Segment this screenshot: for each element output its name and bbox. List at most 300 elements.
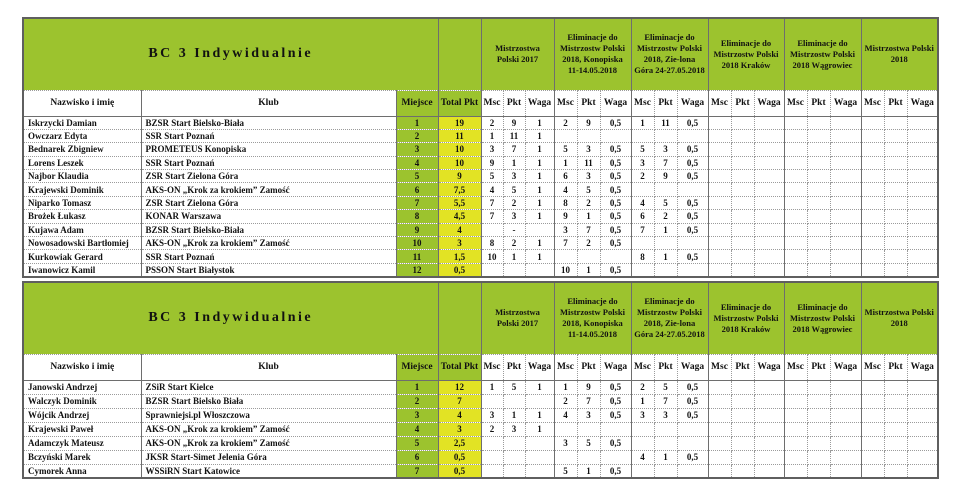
result-waga [907,237,938,250]
result-waga [754,263,784,276]
result-waga [754,183,784,196]
result-pkt [884,436,907,450]
result-waga [830,394,861,408]
result-waga [830,464,861,478]
result-waga [907,183,938,196]
result-waga [677,436,708,450]
place-value: 5 [396,436,438,450]
column-header-waga: Waga [907,354,938,380]
competition-header: Eliminacje do Mistrzostw Polski 2018 Wągrowiec [784,18,861,90]
table-row [23,436,938,450]
total-points-value: 4 [438,223,481,236]
table-row [23,237,938,250]
table-row [23,450,938,464]
result-msc [631,183,654,196]
column-header-waga: Waga [754,90,784,116]
result-pkt: 7 [577,223,600,236]
place-value: 1 [396,116,438,129]
result-msc: 3 [631,156,654,169]
result-msc: 6 [554,170,577,183]
result-pkt: 1 [503,156,525,169]
result-waga [907,422,938,436]
result-waga [525,450,554,464]
player-name: Janowski Andrzej [23,380,141,394]
result-pkt [731,380,754,394]
player-name: Lorens Leszek [23,156,141,169]
result-pkt [731,250,754,263]
result-msc: 3 [481,143,503,156]
result-pkt [577,250,600,263]
result-pkt: 1 [654,250,677,263]
result-msc: 10 [481,250,503,263]
result-waga [754,250,784,263]
result-waga [907,250,938,263]
result-waga [600,450,631,464]
result-pkt [577,450,600,464]
result-msc [708,380,731,394]
result-waga: 0,5 [600,237,631,250]
result-pkt: 5 [503,380,525,394]
result-pkt [654,436,677,450]
result-msc [784,156,807,169]
result-msc [784,210,807,223]
result-waga: 1 [525,210,554,223]
player-name: Najbor Klaudia [23,170,141,183]
column-header-msc: Msc [631,90,654,116]
result-msc [861,250,884,263]
place-value: 6 [396,183,438,196]
club-name: SSR Start Poznań [141,129,396,142]
total-points-value: 9 [438,170,481,183]
place-value: 5 [396,170,438,183]
result-msc [861,183,884,196]
place-value: 7 [396,464,438,478]
result-msc [861,129,884,142]
result-pkt: 2 [503,237,525,250]
result-msc [631,263,654,276]
table-row [23,408,938,422]
result-pkt [884,263,907,276]
result-pkt [884,450,907,464]
place-value: 8 [396,210,438,223]
result-msc [861,422,884,436]
column-header-msc: Msc [784,354,807,380]
total-points-value: 5,5 [438,196,481,209]
result-waga: 0,5 [600,394,631,408]
column-header-club: Klub [141,90,396,116]
table-row [23,210,938,223]
result-msc: 2 [554,116,577,129]
result-msc: 10 [554,263,577,276]
result-waga: 0,5 [600,170,631,183]
result-pkt: 2 [654,210,677,223]
header-row-columns [23,354,938,380]
result-msc: 4 [481,183,503,196]
result-msc: 5 [554,464,577,478]
result-pkt: 5 [577,436,600,450]
result-msc [708,237,731,250]
result-msc [554,129,577,142]
result-msc [784,263,807,276]
total-points-value: 7,5 [438,183,481,196]
result-msc: 5 [481,170,503,183]
result-msc [861,450,884,464]
result-pkt: 7 [654,394,677,408]
place-value: 10 [396,237,438,250]
result-waga: 0,5 [600,436,631,450]
result-msc: 8 [481,237,503,250]
result-msc [631,422,654,436]
result-pkt: 3 [577,143,600,156]
result-waga: 0,5 [677,116,708,129]
result-pkt [731,263,754,276]
column-header-pkt: Pkt [503,90,525,116]
result-pkt [884,394,907,408]
result-pkt [654,263,677,276]
result-waga [830,422,861,436]
result-waga [600,422,631,436]
result-msc: 1 [631,394,654,408]
total-points-value: 0,5 [438,263,481,276]
player-name: Krajewski Paweł [23,422,141,436]
result-pkt [731,394,754,408]
player-name: Wójcik Andrzej [23,408,141,422]
result-pkt: 3 [503,210,525,223]
result-waga: 0,5 [600,464,631,478]
club-name: WSSiRN Start Katowice [141,464,396,478]
result-waga [907,223,938,236]
column-header-waga: Waga [525,90,554,116]
result-msc [784,450,807,464]
club-name: ZSiR Start Kielce [141,380,396,394]
result-pkt [503,263,525,276]
table-row [23,129,938,142]
competition-header: Mistrzostwa Polski 2018 [861,282,938,354]
result-msc: 1 [481,380,503,394]
result-waga: 0,5 [677,156,708,169]
result-msc [708,156,731,169]
result-waga: 1 [525,116,554,129]
result-pkt [807,116,830,129]
result-waga [754,450,784,464]
header-row-columns [23,90,938,116]
result-msc [708,170,731,183]
column-header-waga: Waga [600,90,631,116]
result-pkt [731,237,754,250]
result-pkt [884,156,907,169]
result-pkt [731,170,754,183]
place-value: 6 [396,450,438,464]
result-msc [708,196,731,209]
result-waga [754,210,784,223]
result-pkt [884,170,907,183]
result-msc [708,116,731,129]
club-name: ZSR Start Zielona Góra [141,196,396,209]
column-header-pkt: Pkt [731,90,754,116]
result-pkt: 11 [577,156,600,169]
result-waga: 1 [525,183,554,196]
header-row-titles [23,18,938,90]
result-msc [481,450,503,464]
result-pkt [807,263,830,276]
column-header-msc: Msc [708,354,731,380]
result-msc [861,143,884,156]
result-msc [784,223,807,236]
place-value: 7 [396,196,438,209]
result-pkt: 3 [503,422,525,436]
total-header-spacer [438,18,481,90]
result-msc: 7 [631,223,654,236]
result-pkt: 11 [654,116,677,129]
result-waga [754,380,784,394]
competition-header: Mistrzostwa Polski 2017 [481,282,554,354]
result-msc [708,143,731,156]
result-pkt [884,183,907,196]
total-points-value: 3 [438,422,481,436]
result-waga [907,380,938,394]
column-header-waga: Waga [600,354,631,380]
result-waga [907,394,938,408]
result-msc [784,422,807,436]
competition-header: Mistrzostwa Polski 2018 [861,18,938,90]
result-waga [754,143,784,156]
result-pkt: 1 [654,223,677,236]
result-pkt: 9 [503,116,525,129]
result-msc [554,450,577,464]
total-points-value: 10 [438,156,481,169]
result-msc [784,408,807,422]
result-pkt [884,116,907,129]
club-name: BZSR Start Bielsko Biała [141,394,396,408]
result-msc [861,237,884,250]
result-waga [754,116,784,129]
result-waga [830,263,861,276]
player-name: Cymorek Anna [23,464,141,478]
result-waga: 1 [525,156,554,169]
table-row [23,223,938,236]
result-msc [708,210,731,223]
result-pkt [884,250,907,263]
result-msc: 2 [631,170,654,183]
result-msc [708,450,731,464]
column-header-msc: Msc [784,90,807,116]
club-name: Sprawniejsi.pl Włoszczowa [141,408,396,422]
club-name: AKS-ON „Krok za krokiem” Zamość [141,237,396,250]
result-msc: 2 [481,422,503,436]
result-pkt [884,408,907,422]
result-waga [907,263,938,276]
result-pkt: 3 [577,170,600,183]
result-msc [631,436,654,450]
result-pkt: 3 [503,170,525,183]
result-waga [907,129,938,142]
result-msc [784,464,807,478]
column-header-msc: Msc [631,354,654,380]
table-row [23,263,938,276]
player-name: Brożek Łukasz [23,210,141,223]
result-pkt [503,464,525,478]
result-waga [830,210,861,223]
result-waga [525,263,554,276]
result-msc: 2 [481,116,503,129]
competition-header: Eliminacje do Mistrzostw Polski 2018, Konopiska 11-14.05.2018 [554,18,631,90]
result-pkt [731,450,754,464]
column-header-pkt: Pkt [807,354,830,380]
result-pkt: 1 [577,210,600,223]
result-msc: 2 [554,394,577,408]
club-name: KONAR Warszawa [141,210,396,223]
result-msc [708,263,731,276]
result-pkt [807,170,830,183]
result-msc [784,237,807,250]
result-pkt [807,223,830,236]
result-waga [525,436,554,450]
club-name: PROMETEUS Konopiska [141,143,396,156]
column-header-name: Nazwisko i imię [23,354,141,380]
result-waga [677,183,708,196]
column-header-waga: Waga [907,90,938,116]
table-row [23,196,938,209]
result-pkt [807,464,830,478]
result-pkt [884,464,907,478]
result-waga [754,170,784,183]
result-pkt [807,156,830,169]
result-waga: 0,5 [677,408,708,422]
result-pkt [884,129,907,142]
column-header-pkt: Pkt [731,354,754,380]
result-pkt [807,436,830,450]
result-msc [784,250,807,263]
result-msc: 3 [554,223,577,236]
result-waga: 1 [525,237,554,250]
result-pkt [731,183,754,196]
result-waga: 1 [525,250,554,263]
result-waga [907,143,938,156]
result-msc [481,263,503,276]
result-waga: 0,5 [600,143,631,156]
result-msc: 9 [481,156,503,169]
result-pkt: 2 [503,196,525,209]
result-pkt [731,436,754,450]
result-pkt [577,129,600,142]
result-msc [554,250,577,263]
result-waga [830,156,861,169]
result-pkt [654,237,677,250]
header-row-titles [23,282,938,354]
result-waga [754,436,784,450]
place-value: 3 [396,408,438,422]
result-msc: 1 [631,116,654,129]
result-waga [677,464,708,478]
result-waga [907,464,938,478]
result-waga [754,129,784,142]
column-header-msc: Msc [708,90,731,116]
result-pkt: 5 [577,183,600,196]
result-msc [861,263,884,276]
result-msc [481,394,503,408]
table-row [23,170,938,183]
result-waga [525,223,554,236]
result-pkt: 7 [503,143,525,156]
club-name: AKS-ON „Krok za krokiem” Zamość [141,422,396,436]
result-pkt [884,422,907,436]
club-name: BZSR Start Bielsko-Biała [141,223,396,236]
club-name: AKS-ON „Krok za krokiem” Zamość [141,436,396,450]
result-waga: 1 [525,143,554,156]
player-name: Kujawa Adam [23,223,141,236]
column-header-waga: Waga [677,90,708,116]
result-msc: 5 [631,143,654,156]
result-waga [907,210,938,223]
result-pkt [807,408,830,422]
result-pkt: 5 [503,183,525,196]
column-header-place: Miejsce [396,354,438,380]
result-pkt: 3 [654,408,677,422]
result-pkt: 1 [503,250,525,263]
result-pkt [807,422,830,436]
result-pkt [654,183,677,196]
club-name: SSR Start Poznań [141,250,396,263]
result-waga [830,408,861,422]
club-name: BZSR Start Bielsko-Biała [141,116,396,129]
result-pkt: 1 [577,464,600,478]
column-header-waga: Waga [754,354,784,380]
place-value: 12 [396,263,438,276]
player-name: Adamczyk Mateusz [23,436,141,450]
result-msc: 4 [554,183,577,196]
result-pkt [731,223,754,236]
result-waga: 0,5 [600,156,631,169]
result-msc: 3 [631,408,654,422]
result-waga [907,436,938,450]
result-msc: 9 [554,210,577,223]
total-points-value: 10 [438,143,481,156]
result-waga: 0,5 [677,143,708,156]
result-waga [754,237,784,250]
result-msc [708,250,731,263]
result-msc: 3 [554,436,577,450]
result-msc [784,436,807,450]
result-msc [784,196,807,209]
result-pkt [807,129,830,142]
column-header-pkt: Pkt [807,90,830,116]
result-msc [861,196,884,209]
total-points-value: 19 [438,116,481,129]
result-waga [907,196,938,209]
club-name: AKS-ON „Krok za krokiem” Zamość [141,183,396,196]
result-msc [631,237,654,250]
table-row [23,183,938,196]
result-pkt: 3 [577,408,600,422]
result-waga: 1 [525,408,554,422]
place-value: 9 [396,223,438,236]
results-table-bc3-first [22,17,939,278]
result-waga [830,129,861,142]
result-pkt: 2 [577,196,600,209]
result-waga: 0,5 [677,210,708,223]
result-waga [754,464,784,478]
result-msc: 7 [554,237,577,250]
result-msc [708,408,731,422]
result-msc [861,170,884,183]
column-header-msc: Msc [861,354,884,380]
place-value: 2 [396,129,438,142]
total-points-value: 7 [438,394,481,408]
result-pkt [731,129,754,142]
result-msc [708,223,731,236]
column-header-msc: Msc [481,354,503,380]
result-waga: 0,5 [600,223,631,236]
